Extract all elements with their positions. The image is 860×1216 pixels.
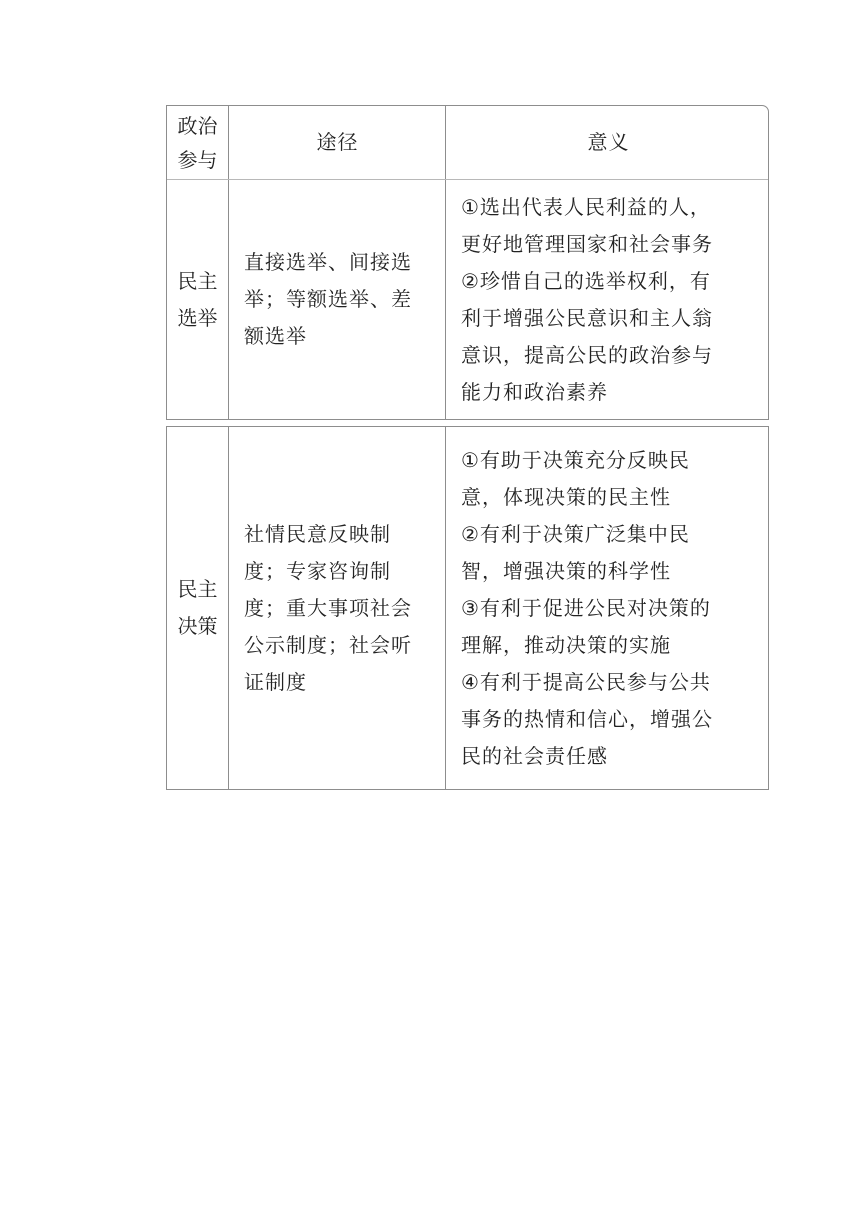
table-header-row — [167, 106, 768, 180]
significance-cell — [445, 180, 768, 419]
table-row-democratic-election — [167, 180, 768, 419]
header-cell-participation — [167, 106, 228, 179]
category-label: 民主 选举 — [177, 268, 218, 330]
approach-text: 直接选举、间接选 举；等额选举、差 额选举 — [244, 250, 412, 348]
category-label: 民主 决策 — [177, 577, 218, 638]
category-cell — [167, 180, 228, 419]
table-block-header-and-election — [166, 105, 769, 420]
header-cell-approach — [228, 106, 445, 179]
header-participation-label: 政治 参与 — [177, 113, 218, 172]
table-block-decision — [166, 426, 769, 790]
approach-text: 社情民意反映制 度；专家咨询制 度；重大事项社会 公示制度；社会听 证制度 — [244, 521, 412, 694]
table-row-democratic-decision — [167, 427, 768, 789]
approach-cell — [228, 180, 445, 419]
header-significance-label: 意义 — [587, 130, 630, 154]
significance-text: ①选出代表人民利益的人， 更好地管理国家和社会事务 ②珍惜自己的选举权利，有 利于增强公民意识和主人翁 意识，提高公民的政治参与 能力和政治素养 — [461, 194, 713, 404]
significance-text: ①有助于决策充分反映民 意，体现决策的民主性 ②有利于决策广泛集中民 智，增强决策的科学性 ③有利于促进公民对决策的 理解，推动决策的实施 ④有利于提高公民参与公共 事务的热情和信心，增强公 民的社会责任感 — [461, 447, 713, 768]
header-approach-label: 途径 — [316, 130, 359, 154]
header-cell-significance — [445, 106, 768, 179]
approach-cell — [228, 427, 445, 789]
category-cell — [167, 427, 228, 789]
significance-cell — [445, 427, 768, 789]
